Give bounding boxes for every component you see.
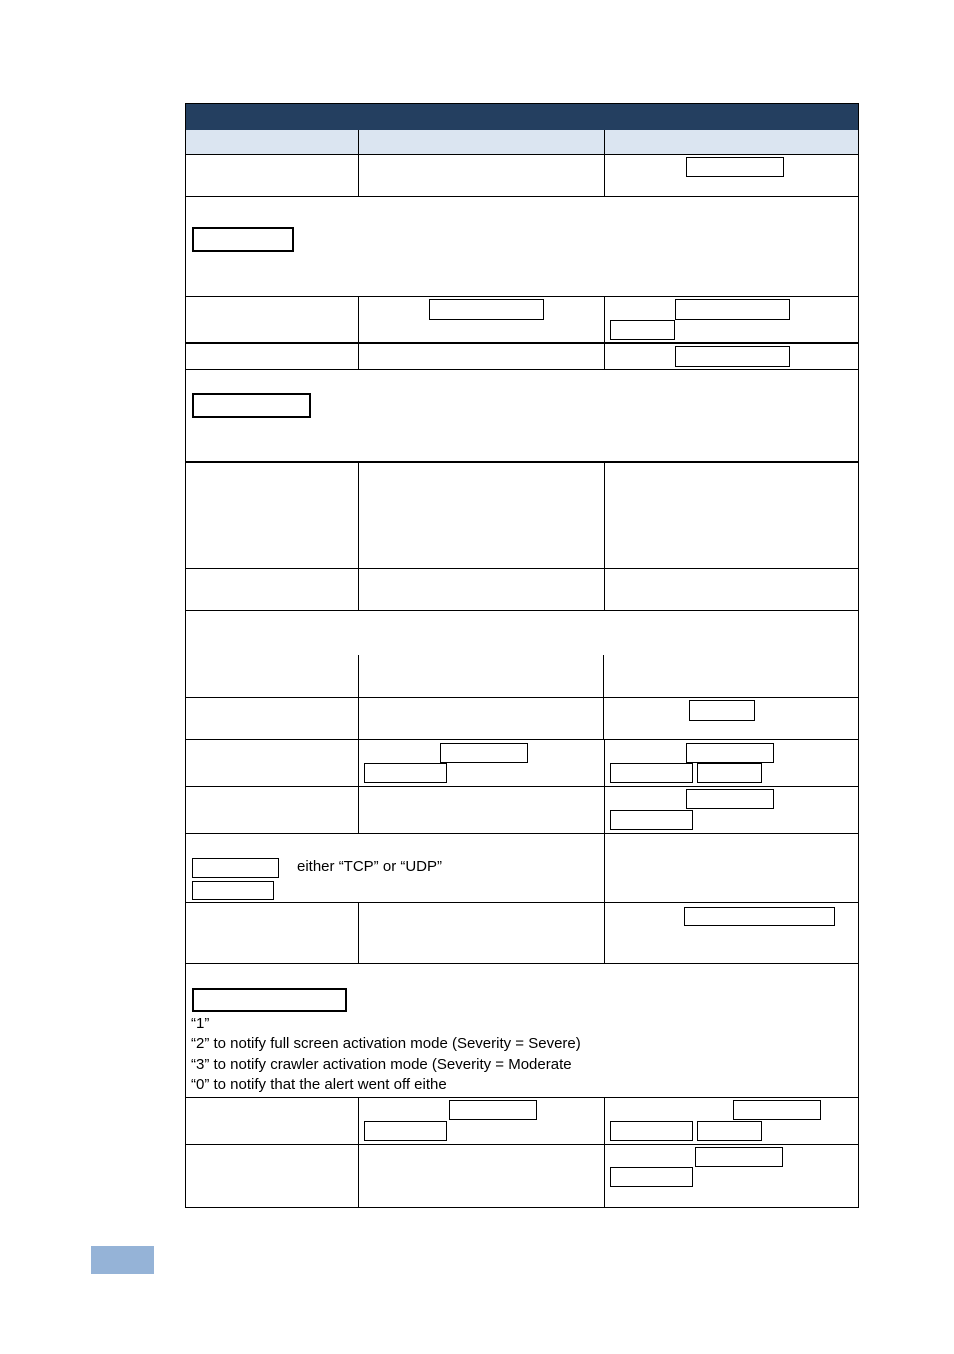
column-separator	[604, 739, 605, 834]
redacted-box	[686, 157, 784, 177]
row-separator	[186, 902, 858, 903]
column-separator	[604, 1097, 605, 1208]
row-separator	[186, 610, 858, 611]
redacted-box	[364, 1121, 447, 1141]
redacted-box	[192, 393, 311, 418]
redacted-box	[429, 299, 544, 320]
redacted-box	[192, 881, 274, 900]
row-separator	[186, 369, 858, 370]
redacted-box	[192, 858, 279, 878]
redacted-box	[675, 299, 790, 320]
redacted-box	[364, 763, 447, 783]
redacted-box	[192, 227, 294, 252]
column-separator	[358, 296, 359, 370]
column-separator	[604, 833, 605, 903]
table-title-band	[186, 104, 858, 130]
column-separator	[604, 130, 605, 197]
row-separator	[186, 342, 858, 344]
column-separator	[358, 130, 359, 197]
redacted-box	[610, 763, 693, 783]
redacted-box	[610, 320, 675, 340]
row-separator	[186, 786, 858, 787]
column-separator	[603, 655, 604, 739]
redacted-box	[610, 1167, 693, 1187]
redacted-box	[697, 763, 762, 783]
row-separator	[186, 833, 858, 834]
row-separator	[186, 568, 858, 569]
row-separator	[186, 697, 858, 698]
redacted-box	[686, 789, 774, 809]
row-separator	[186, 461, 858, 463]
column-separator	[358, 1097, 359, 1208]
page-number-tab	[91, 1246, 154, 1274]
redacted-box	[610, 810, 693, 830]
transport-note: either “TCP” or “UDP”	[297, 858, 443, 875]
row-separator	[186, 196, 858, 197]
row-separator	[186, 1144, 858, 1145]
redacted-box	[192, 988, 347, 1012]
column-separator	[358, 655, 359, 834]
redacted-box	[695, 1147, 783, 1167]
column-separator	[604, 461, 605, 611]
redacted-box	[675, 346, 790, 367]
alert-mode-line: “2” to notify full screen activation mode (Severity = Severe)	[191, 1035, 581, 1052]
redacted-box	[686, 743, 774, 763]
row-separator	[186, 296, 858, 297]
column-separator	[358, 902, 359, 964]
table-header-row	[186, 130, 858, 155]
row-separator	[186, 739, 858, 740]
redacted-box	[684, 907, 835, 926]
column-separator	[358, 461, 359, 611]
redacted-box	[697, 1121, 762, 1141]
row-separator	[186, 963, 858, 964]
column-separator	[604, 902, 605, 964]
redacted-box	[610, 1121, 693, 1141]
column-separator	[604, 296, 605, 370]
alert-mode-line: “1”	[191, 1015, 210, 1032]
alert-mode-line: “0” to notify that the alert went off eithe	[191, 1076, 447, 1093]
redacted-box	[440, 743, 528, 763]
redacted-box	[449, 1100, 537, 1120]
row-separator	[186, 1097, 858, 1098]
redacted-box	[689, 700, 755, 721]
redacted-box	[733, 1100, 821, 1120]
alert-mode-line: “3” to notify crawler activation mode (Severity = Moderate	[191, 1056, 572, 1073]
